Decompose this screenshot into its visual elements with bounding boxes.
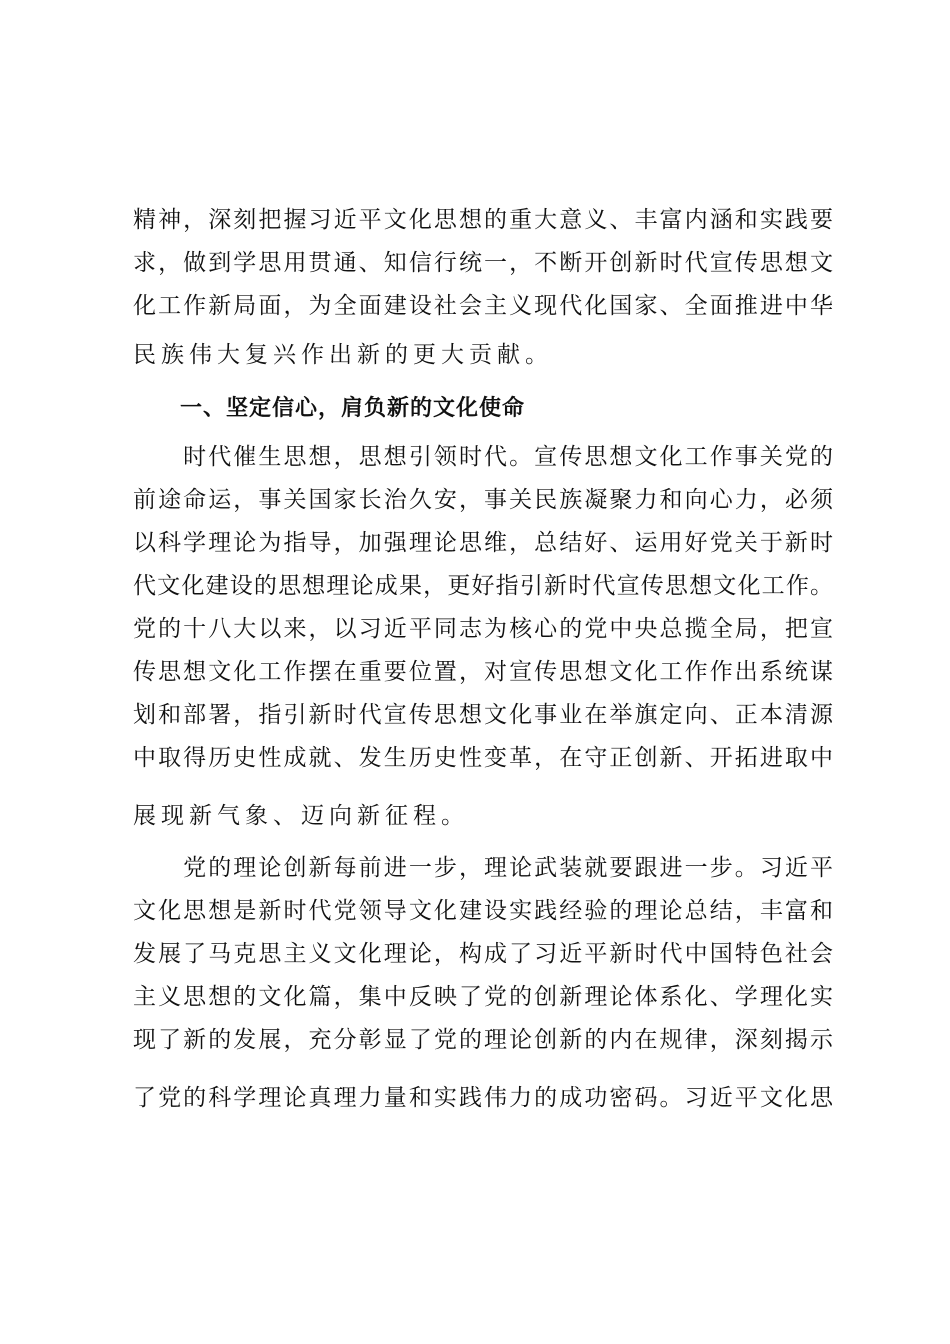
paragraph1-line-5: 党的十八大以来，以习近平同志为核心的党中央总揽全局，把宣: [133, 616, 833, 642]
paragraph1-line-3: 以科学理论为指导，加强理论思维，总结好、运用好党关于新时: [133, 530, 833, 556]
paragraph2-line-6: 了党的科学理论真理力量和实践伟力的成功密码。习近平文化思: [133, 1085, 833, 1111]
intro-line-3: 化工作新局面，为全面建设社会主义现代化国家、全面推进中华: [133, 293, 833, 319]
paragraph2-line-4: 主义思想的文化篇，集中反映了党的创新理论体系化、学理化实: [133, 984, 833, 1010]
intro-line-4: 民族伟大复兴作出新的更大贡献。: [133, 342, 553, 368]
paragraph2-line-5: 现了新的发展，充分彰显了党的理论创新的内在规律，深刻揭示: [133, 1027, 833, 1053]
paragraph2-line-1: 党的理论创新每前进一步，理论武装就要跟进一步。习近平: [133, 855, 833, 881]
paragraph1-line-8: 中取得历史性成就、发生历史性变革，在守正创新、开拓进取中: [133, 745, 833, 771]
paragraph1-line-4: 代文化建设的思想理论成果，更好指引新时代宣传思想文化工作。: [133, 573, 833, 599]
paragraph2-line-3: 发展了马克思主义文化理论，构成了习近平新时代中国特色社会: [133, 941, 833, 967]
paragraph1-line-1: 时代催生思想，思想引领时代。宣传思想文化工作事关党的: [133, 444, 833, 470]
section-heading: 一、坚定信心，肩负新的文化使命: [180, 396, 526, 421]
paragraph1-line-2: 前途命运，事关国家长治久安，事关民族凝聚力和向心力，必须: [133, 487, 833, 513]
paragraph1-line-7: 划和部署，指引新时代宣传思想文化事业在举旗定向、正本清源: [133, 702, 833, 728]
intro-line-1: 精神，深刻把握习近平文化思想的重大意义、丰富内涵和实践要: [133, 207, 833, 233]
paragraph1-line-9: 展现新气象、迈向新征程。: [133, 803, 469, 829]
paragraph1-line-6: 传思想文化工作摆在重要位置，对宣传思想文化工作作出系统谋: [133, 659, 833, 685]
intro-line-2: 求，做到学思用贯通、知信行统一，不断开创新时代宣传思想文: [133, 250, 833, 276]
paragraph2-line-2: 文化思想是新时代党领导文化建设实践经验的理论总结，丰富和: [133, 898, 833, 924]
